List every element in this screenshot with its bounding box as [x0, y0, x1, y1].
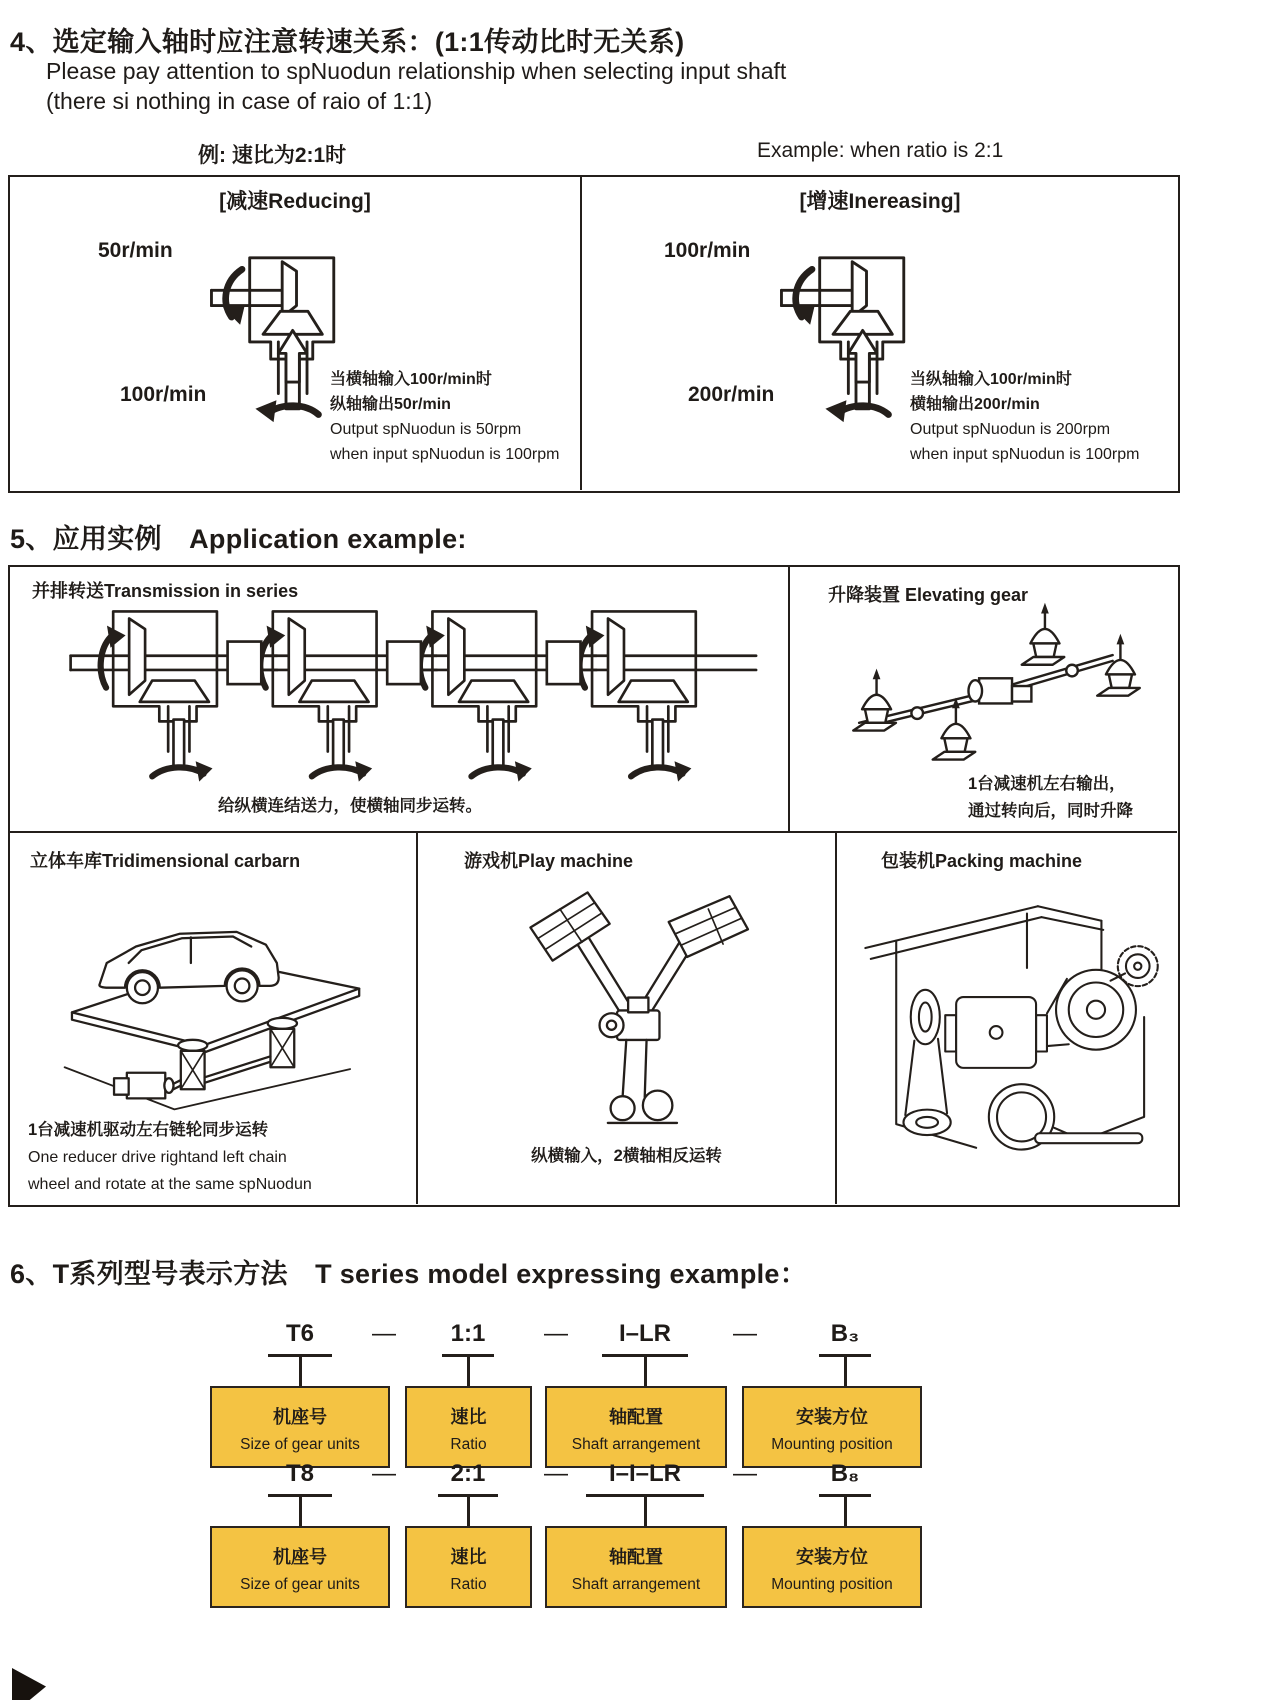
legend-box-mounting: [742, 1526, 922, 1608]
play-title: 游戏机Play machine: [464, 851, 634, 871]
legend-en: Size of gear units: [240, 1436, 360, 1453]
code-connector: [844, 1496, 847, 1526]
code-separator: —: [372, 1320, 396, 1347]
application-examples-box: [8, 565, 1180, 1207]
legend-en: Ratio: [450, 1436, 487, 1453]
packing-title: 包装机Packing machine: [881, 851, 1083, 871]
code-separator: —: [544, 1320, 568, 1347]
example-label-zh: 例: 速比为2:1时: [198, 144, 347, 167]
elevating-title: 升降装置 Elevating gear: [828, 585, 1029, 605]
increasing-output-speed: 200r/min: [688, 383, 775, 406]
section4-heading-zh: 4、选定输入轴时应注意转速关系：(1:1传动比时无关系): [10, 27, 685, 57]
legend-en: Mounting position: [771, 1576, 893, 1593]
legend-en: Mounting position: [771, 1436, 893, 1453]
code-separator: —: [733, 1320, 757, 1347]
legend-box-size: [210, 1386, 390, 1468]
caption-line: wheel and rotate at the same spNuodun: [28, 1176, 312, 1193]
panel-play: [418, 833, 837, 1204]
note-line: Output spNuodun is 200rpm: [910, 421, 1111, 438]
section4-heading-en2: (there si nothing in case of raio of 1:1): [46, 88, 433, 114]
play-caption: 纵横输入，2横轴相反运转: [531, 1147, 722, 1165]
legend-zh: 速比: [450, 1407, 487, 1427]
section4-heading-en1: Please pay attention to spNuodun relationship when selecting input shaft: [46, 58, 787, 84]
series-title: 并排转送Transmission in series: [32, 581, 299, 601]
legend-zh: 机座号: [273, 1407, 327, 1427]
elevating-caption: [968, 771, 1133, 825]
page-corner-artifact: [12, 1668, 46, 1700]
legend-box-shaft: [545, 1526, 727, 1608]
caption-line: One reducer drive rightand left chain: [28, 1149, 287, 1166]
model-code: B₈: [830, 1460, 860, 1487]
carbarn-drawing: [32, 877, 390, 1113]
code-connector: [844, 1356, 847, 1386]
model-code: 1:1: [450, 1320, 486, 1347]
reducing-input-speed: 50r/min: [98, 239, 173, 262]
carbarn-title: 立体车库Tridimensional carbarn: [30, 851, 301, 871]
code-connector: [467, 1356, 470, 1386]
legend-zh: 轴配置: [609, 1547, 663, 1567]
increasing-input-speed: 100r/min: [664, 239, 751, 262]
example-label-en: Example: when ratio is 2:1: [757, 139, 1004, 162]
speed-example-box: [8, 175, 1180, 493]
code-connector: [299, 1356, 302, 1386]
note-line: 当横轴输入100r/min时: [330, 371, 492, 388]
legend-zh: 速比: [450, 1547, 487, 1567]
legend-en: Ratio: [450, 1576, 487, 1593]
carbarn-caption: [28, 1117, 312, 1198]
model-code: T8: [285, 1460, 314, 1487]
legend-zh: 安装方位: [796, 1407, 868, 1427]
code-connector: [299, 1496, 302, 1526]
note-line: 纵轴输出50r/min: [330, 396, 451, 413]
reducing-notes: [330, 367, 559, 467]
model-code: I–I–LR: [608, 1460, 682, 1487]
panel-elevating: [790, 567, 1177, 833]
note-line: 横轴输出200r/min: [910, 396, 1040, 413]
note-line: 当纵轴输入100r/min时: [910, 371, 1072, 388]
series-caption: 给纵横连结送力，使横轴同步运转。: [218, 797, 482, 815]
legend-box-mounting: [742, 1386, 922, 1468]
reducing-output-speed: 100r/min: [120, 383, 207, 406]
model-code: 2:1: [450, 1460, 486, 1487]
caption-line: 通过转向后，同时升降: [968, 802, 1133, 820]
caption-line: 1台减速机驱动左右链轮同步运转: [28, 1121, 269, 1139]
code-connector: [644, 1496, 647, 1526]
section5-heading: 5、应用实例 Application example:: [10, 524, 467, 554]
code-separator: —: [372, 1460, 396, 1487]
note-line: when input spNuodun is 100rpm: [330, 446, 560, 463]
reducing-cell: [10, 177, 582, 490]
legend-en: Size of gear units: [240, 1576, 360, 1593]
code-connector: [644, 1356, 647, 1386]
model-code: I–LR: [618, 1320, 671, 1347]
increasing-notes: [910, 367, 1139, 467]
elevating-gear-drawing: [796, 597, 1170, 777]
legend-zh: 安装方位: [796, 1547, 868, 1567]
reducing-title: [减速Reducing]: [219, 190, 371, 213]
legend-zh: 轴配置: [609, 1407, 663, 1427]
increasing-title: [增速Inereasing]: [799, 190, 961, 213]
panel-packing: [837, 833, 1177, 1204]
legend-box-ratio: [405, 1386, 532, 1468]
legend-box-shaft: [545, 1386, 727, 1468]
legend-box-size: [210, 1526, 390, 1608]
note-line: when input spNuodun is 100rpm: [910, 446, 1140, 463]
legend-zh: 机座号: [273, 1547, 327, 1567]
code-connector: [467, 1496, 470, 1526]
code-separator: —: [733, 1460, 757, 1487]
legend-en: Shaft arrangement: [571, 1436, 701, 1453]
legend-en: Shaft arrangement: [571, 1576, 701, 1593]
note-line: Output spNuodun is 50rpm: [330, 421, 522, 438]
panel-carbarn: [10, 833, 418, 1204]
section6-heading: 6、T系列型号表示方法 T series model expressing example：: [10, 1259, 808, 1289]
caption-line: 1台减速机左右输出，: [968, 775, 1126, 793]
model-code: T6: [285, 1320, 314, 1347]
packing-machine-drawing: [849, 877, 1165, 1177]
model-code: B₃: [830, 1320, 860, 1347]
increasing-cell: [582, 177, 1178, 490]
series-transmission-drawing: [68, 599, 733, 787]
play-machine-drawing: [488, 875, 783, 1133]
code-separator: —: [544, 1460, 568, 1487]
legend-box-ratio: [405, 1526, 532, 1608]
panel-series: [10, 567, 790, 833]
